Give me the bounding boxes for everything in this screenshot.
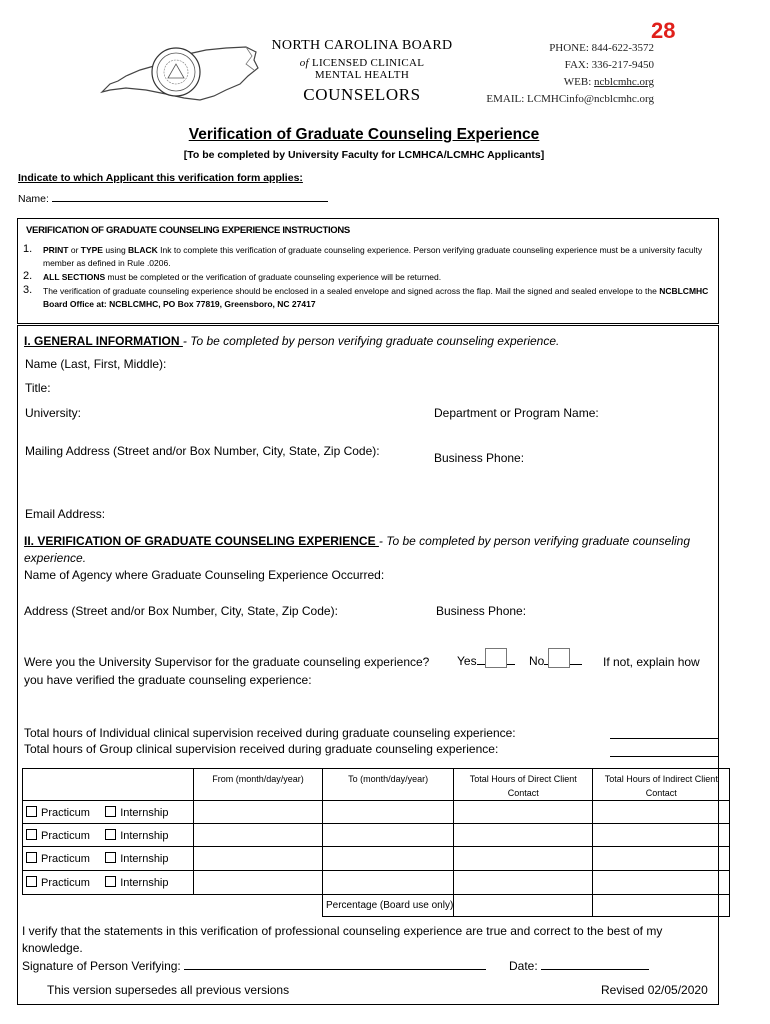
to-date-cell[interactable] xyxy=(323,871,454,895)
instruction-item: 1. PRINT or TYPE using BLACK Ink to complete this verification of graduate counseling experience. Person verifying graduate counseling experience must be a university faculty member as defined in Rule .0206. xyxy=(23,243,703,268)
date-row xyxy=(509,958,649,973)
instructions-box xyxy=(17,218,719,324)
board-name xyxy=(262,38,462,105)
if-not-explain-label: If not, explain how xyxy=(603,655,700,669)
percentage-label: Percentage (Board use only) xyxy=(323,895,454,917)
table-row: Practicum Internship xyxy=(23,801,730,824)
table-header: Total Hours of Indirect Client Contact xyxy=(593,769,730,801)
form-subtitle: [To be completed by University Faculty for LCMHCA/LCMHC Applicants] xyxy=(183,149,545,161)
page-number: 28 xyxy=(651,18,676,43)
verify-statement: I verify that the statements in this verification of professional counseling experience are true and correct to the best of my knowledge. xyxy=(22,924,663,955)
board-line-4: COUNSELORS xyxy=(303,85,421,104)
date-label: Date: xyxy=(509,959,538,973)
instructions-heading: VERIFICATION OF GRADUATE COUNSELING EXPERIENCE INSTRUCTIONS xyxy=(26,225,350,236)
direct-hours-cell[interactable] xyxy=(454,801,593,824)
to-date-cell[interactable] xyxy=(323,847,454,871)
web-link[interactable]: ncblcmhc.org xyxy=(594,76,654,88)
email-field-label: Email Address: xyxy=(25,507,106,521)
indirect-hours-cell[interactable] xyxy=(593,871,730,895)
percentage-extra-cell xyxy=(593,895,730,917)
web-label: WEB: xyxy=(563,76,592,88)
table-row: Practicum Internship xyxy=(23,871,730,895)
hours-group-field[interactable] xyxy=(610,756,718,757)
board-line-2-prefix: of xyxy=(299,57,309,69)
contact-info xyxy=(474,40,654,108)
to-date-cell[interactable] xyxy=(323,824,454,847)
table-header: To (month/day/year) xyxy=(323,769,454,801)
percentage-row xyxy=(23,895,730,917)
table-header xyxy=(23,769,194,801)
agency-phone-label: Business Phone: xyxy=(436,604,527,618)
internship-checkbox[interactable] xyxy=(105,806,116,817)
no-label: No xyxy=(529,654,545,668)
revised-date: Revised 02/05/2020 xyxy=(601,983,708,997)
no-option xyxy=(529,648,582,668)
instructions-list xyxy=(23,244,713,312)
direct-hours-cell[interactable] xyxy=(454,847,593,871)
from-date-cell[interactable] xyxy=(194,847,323,871)
experience-table xyxy=(22,768,730,917)
version-note: This version supersedes all previous versions xyxy=(47,983,290,997)
table-header-row xyxy=(23,769,730,801)
hours-individual-label: Total hours of Individual clinical supervision received during graduate counseling experience: xyxy=(24,726,516,740)
practicum-checkbox[interactable] xyxy=(26,852,37,863)
percentage-cell[interactable] xyxy=(454,895,593,917)
signature-field[interactable] xyxy=(184,958,486,970)
mailing-address-label: Mailing Address (Street and/or Box Number, City, State, Zip Code): xyxy=(25,444,380,458)
table-row: Practicum Internship xyxy=(23,824,730,847)
fax: FAX: 336-217-9450 xyxy=(564,59,654,71)
agency-address-label: Address (Street and/or Box Number, City, State, Zip Code): xyxy=(24,604,338,618)
to-date-cell[interactable] xyxy=(323,801,454,824)
email: EMAIL: LCMHCinfo@ncblcmhc.org xyxy=(486,93,654,105)
yes-checkbox[interactable] xyxy=(485,648,507,668)
internship-checkbox[interactable] xyxy=(105,852,116,863)
section-1-heading: I. GENERAL INFORMATION - To be completed by person verifying graduate counseling experience. xyxy=(24,334,560,348)
direct-hours-cell[interactable] xyxy=(454,824,593,847)
board-line-1: NORTH CAROLINA BOARD xyxy=(271,38,453,53)
applicant-name-row xyxy=(18,192,328,205)
internship-checkbox[interactable] xyxy=(105,876,116,887)
yes-label: Yes xyxy=(457,654,477,668)
indicate-label: Indicate to which Applicant this verification form applies: xyxy=(18,172,303,184)
title-field-label: Title: xyxy=(25,381,51,395)
business-phone-label: Business Phone: xyxy=(434,451,525,465)
instruction-item: 3. The verification of graduate counseling experience should be enclosed in a sealed envelope and signed across the flap. Mail the signed and sealed envelope to the NCBLCMHC Board Office at: NCBLCMHC, PO Box 77819, Greensboro, NC 27417 xyxy=(23,284,709,309)
nc-map-seal-logo xyxy=(96,40,266,106)
instruction-item: 2. ALL SECTIONS must be completed or the verification of graduate counseling experience will be returned. xyxy=(23,270,442,282)
agency-field-label: Name of Agency where Graduate Counseling Experience Occurred: xyxy=(24,568,385,582)
practicum-checkbox[interactable] xyxy=(26,829,37,840)
indirect-hours-cell[interactable] xyxy=(593,824,730,847)
indirect-hours-cell[interactable] xyxy=(593,847,730,871)
supervisor-question: Were you the University Supervisor for the graduate counseling experience? xyxy=(24,655,430,669)
from-date-cell[interactable] xyxy=(194,871,323,895)
practicum-checkbox[interactable] xyxy=(26,876,37,887)
from-date-cell[interactable] xyxy=(194,824,323,847)
hours-individual-field[interactable] xyxy=(610,738,718,739)
hours-group-label: Total hours of Group clinical supervision received during graduate counseling experience: xyxy=(24,742,499,756)
internship-checkbox[interactable] xyxy=(105,829,116,840)
signature-row xyxy=(22,958,486,973)
no-checkbox[interactable] xyxy=(548,648,570,668)
form-title: Verification of Graduate Counseling Experience xyxy=(188,126,540,143)
applicant-name-label: Name: xyxy=(18,193,49,205)
board-line-2: LICENSED CLINICAL xyxy=(311,57,425,69)
table-row: Practicum Internship xyxy=(23,847,730,871)
yes-option xyxy=(457,648,515,668)
table-header: From (month/day/year) xyxy=(194,769,323,801)
date-field[interactable] xyxy=(541,958,649,970)
phone: PHONE: 844-622-3572 xyxy=(549,42,654,54)
supervisor-question-cont: you have verified the graduate counseling experience: xyxy=(24,673,312,687)
table-header: Total Hours of Direct Client Contact xyxy=(454,769,593,801)
from-date-cell[interactable] xyxy=(194,801,323,824)
department-field-label: Department or Program Name: xyxy=(434,406,599,420)
practicum-checkbox[interactable] xyxy=(26,806,37,817)
signature-label: Signature of Person Verifying: xyxy=(22,959,181,973)
indirect-hours-cell[interactable] xyxy=(593,801,730,824)
direct-hours-cell[interactable] xyxy=(454,871,593,895)
board-line-3: MENTAL HEALTH xyxy=(314,69,410,81)
name-field-label: Name (Last, First, Middle): xyxy=(25,357,167,371)
section-2-heading: II. VERIFICATION OF GRADUATE COUNSELING EXPERIENCE - To be completed by person verifying graduate counseling experience. xyxy=(24,534,691,565)
university-field-label: University: xyxy=(25,406,82,420)
applicant-name-field[interactable] xyxy=(52,192,328,202)
